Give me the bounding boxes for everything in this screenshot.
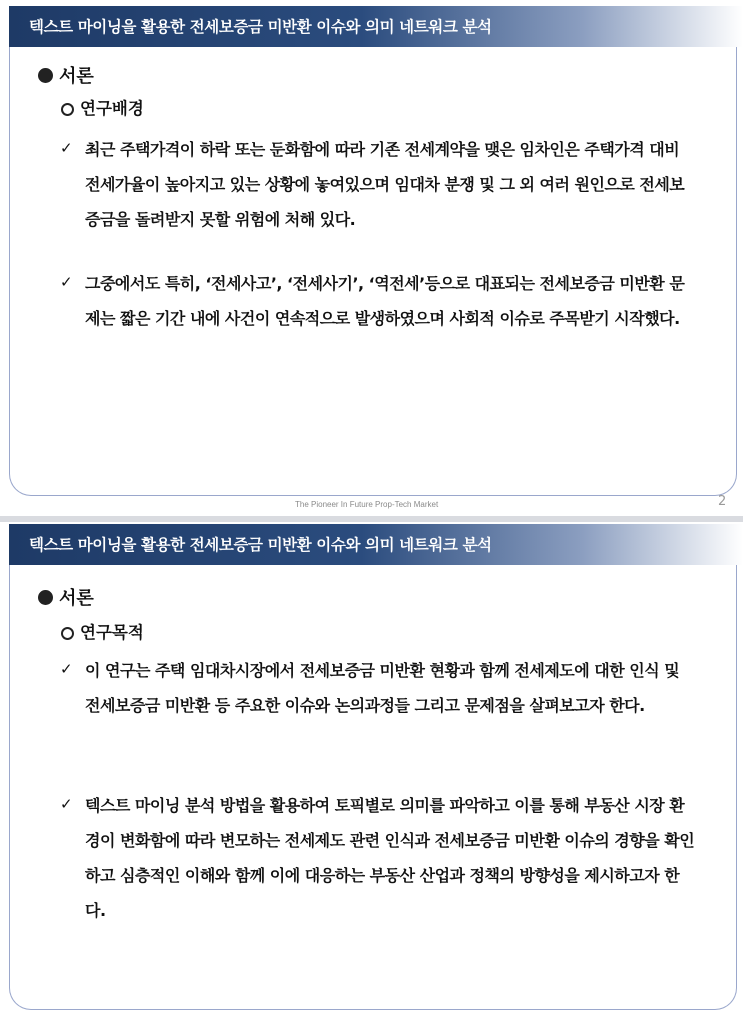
hollow-circle-icon [61, 627, 74, 640]
check-icon: ✓ [60, 139, 73, 157]
slide-2 [0, 522, 743, 1022]
subsection-label: 연구목적 [80, 623, 144, 642]
filled-circle-icon [38, 590, 53, 605]
footer-tagline: The Pioneer In Future Prop-Tech Market [295, 500, 439, 509]
slide-title: 텍스트 마이닝을 활용한 전세보증금 미반환 이슈와 의미 네트워크 분석 [29, 536, 492, 554]
bullet-text: 그중에서도 특히, ‘전세사고’, ‘전세사기’, ‘역전세’등으로 대표되는 전세보증금 미반환 문제는 짧은 기간 내에 사건이 연속적으로 발생하였으며 사회적 이슈로 주목받기 시작했다. [85, 274, 685, 328]
bullet-text: 이 연구는 주택 임대차시장에서 전세보증금 미반환 현황과 함께 전세제도에 대한 인식 및 전세보증금 미반환 등 주요한 이슈와 논의과정들 그리고 문제점을 살펴보고자 한다. [85, 661, 680, 715]
check-icon: ✓ [60, 660, 73, 678]
check-icon: ✓ [60, 273, 73, 291]
bullet-text: 최근 주택가격이 하락 또는 둔화함에 따라 기존 전세계약을 맺은 임차인은 주택가격 대비 전세가율이 높아지고 있는 상황에 놓여있으며 임대차 분쟁 및 그 외 여러 원인으로 전세보증금을 돌려받지 못할 위험에 처해 있다. [85, 140, 685, 229]
title-bar [9, 6, 743, 47]
subsection-heading [61, 95, 144, 119]
hollow-circle-icon [61, 103, 74, 116]
title-bar [9, 524, 743, 565]
bullet-text: 텍스트 마이닝 분석 방법을 활용하여 토픽별로 의미를 파악하고 이를 통해 부동산 시장 환경이 변화함에 따라 변모하는 전세제도 관련 인식과 전세보증금 미반환 이슈의 경향을 확인하고 심층적인 이해와 함께 이에 대응하는 부동산 산업과 정책의 방향성을 제시하고자 한다. [85, 796, 695, 920]
section-heading [38, 584, 94, 610]
subsection-heading [61, 619, 144, 643]
slide-title: 텍스트 마이닝을 활용한 전세보증금 미반환 이슈와 의미 네트워크 분석 [29, 18, 492, 36]
section-label: 서론 [59, 66, 94, 87]
check-icon: ✓ [60, 795, 73, 813]
section-label: 서론 [59, 588, 94, 609]
subsection-label: 연구배경 [80, 99, 144, 118]
filled-circle-icon [38, 68, 53, 83]
page-number: 2 [718, 494, 727, 509]
section-heading [38, 62, 94, 88]
